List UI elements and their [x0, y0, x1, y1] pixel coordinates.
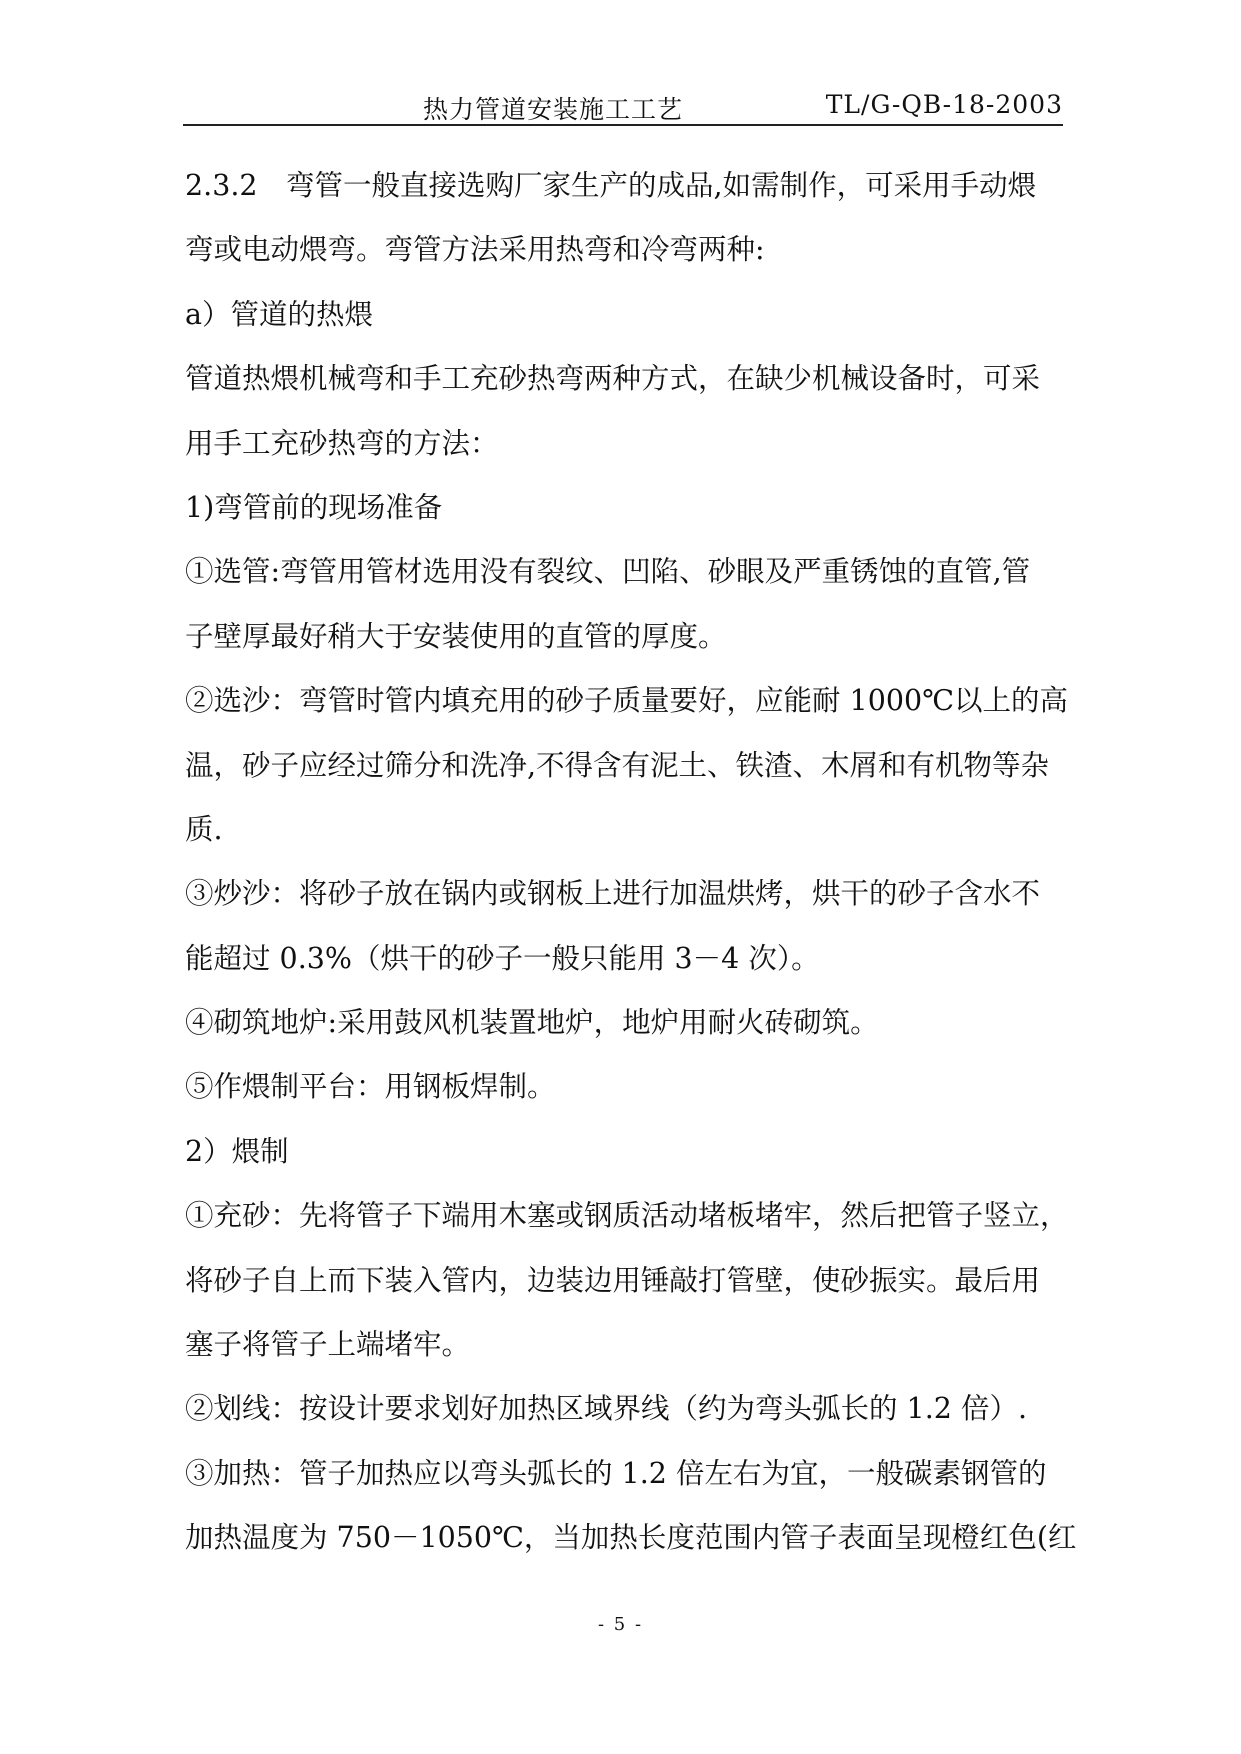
- document-code: TL/G-QB-18-2003: [825, 90, 1063, 119]
- text-line: 用手工充砂热弯的方法：: [185, 426, 499, 460]
- document-body: [185, 154, 1077, 1571]
- text-line: 能超过 0.3%（烘干的砂子一般只能用 3－4 次）。: [185, 941, 820, 975]
- text-line: ⑤作煨制平台：用钢板焊制。: [185, 1070, 556, 1104]
- text-line: 将砂子自上而下装入管内，边装边用锤敲打管壁，使砂振实。最后用: [185, 1263, 1041, 1297]
- page-number: - 5 -: [597, 1614, 644, 1635]
- text-line: 2.3.2 弯管一般直接选购厂家生产的成品,如需制作，可采用手动煨: [185, 169, 1037, 202]
- text-line: a）管道的热煨: [185, 297, 373, 331]
- text-line: 2）煨制: [185, 1134, 289, 1168]
- text-line: 温，砂子应经过筛分和洗净,不得含有泥土、铁渣、木屑和有机物等杂: [185, 748, 1050, 782]
- text-line: 加热温度为 750－1050℃，当加热长度范围内管子表面呈现橙红色(红: [185, 1521, 1077, 1555]
- text-line: ②划线：按设计要求划好加热区域界线（约为弯头弧长的 1.2 倍）.: [185, 1392, 1028, 1426]
- text-line: 质.: [185, 812, 223, 846]
- text-line: 塞子将管子上端堵牢。: [185, 1328, 471, 1362]
- text-line: 子壁厚最好稍大于安装使用的直管的厚度。: [185, 619, 727, 653]
- page-header: [183, 84, 1063, 126]
- text-line: ①充砂：先将管子下端用木塞或钢质活动堵板堵牢，然后把管子竖立，: [185, 1199, 1069, 1233]
- text-line: ④砌筑地炉:采用鼓风机装置地炉，地炉用耐火砖砌筑。: [185, 1006, 879, 1040]
- text-line: 管道热煨机械弯和手工充砂热弯两种方式，在缺少机械设备时，可采: [185, 362, 1041, 396]
- text-line: 1)弯管前的现场准备: [185, 490, 443, 524]
- header-title: 热力管道安装施工工艺: [423, 95, 684, 124]
- text-line: ③炒沙：将砂子放在锅内或钢板上进行加温烘烤，烘干的砂子含水不: [185, 877, 1041, 911]
- text-line: ①选管:弯管用管材选用没有裂纹、凹陷、砂眼及严重锈蚀的直管,管: [185, 555, 1031, 589]
- text-line: 弯或电动煨弯。弯管方法采用热弯和冷弯两种:: [185, 233, 765, 267]
- text-line: ③加热：管子加热应以弯头弧长的 1.2 倍左右为宜，一般碳素钢管的: [185, 1456, 1047, 1490]
- text-line: ②选沙：弯管时管内填充用的砂子质量要好，应能耐 1000℃以上的高: [185, 684, 1068, 718]
